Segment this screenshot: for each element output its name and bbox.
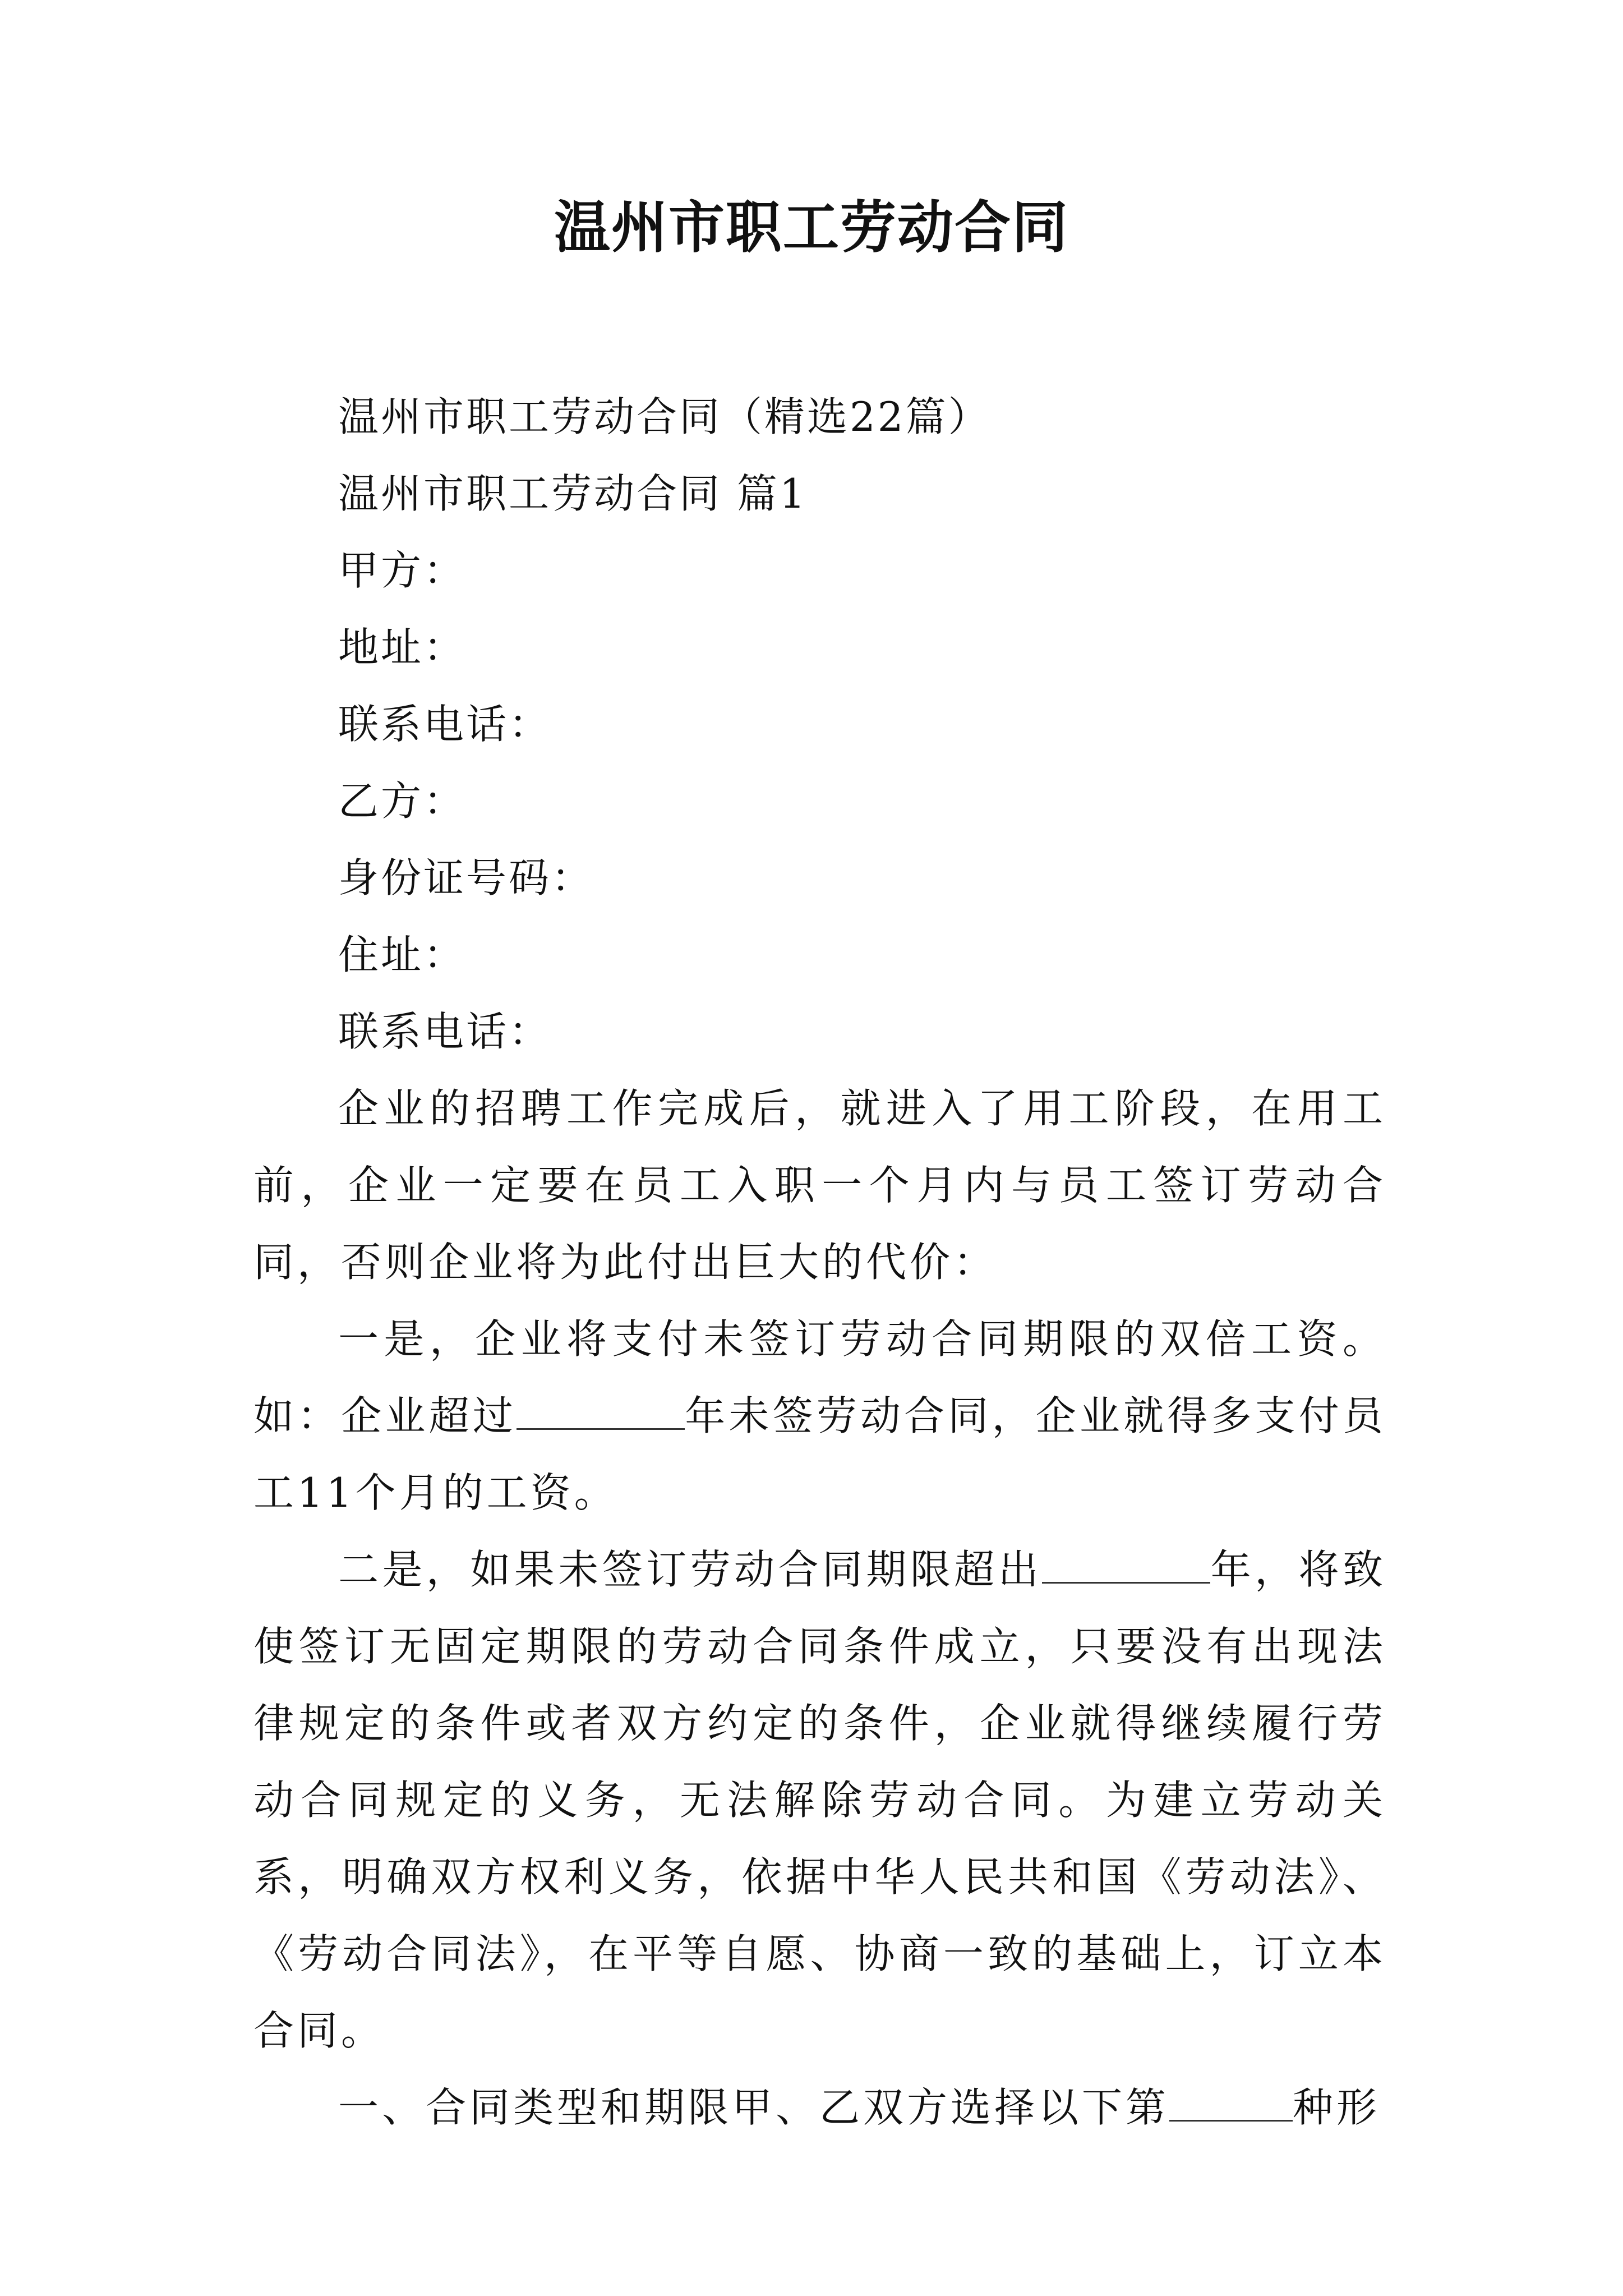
party-b-address-label: 住址： [338,931,467,978]
blank-line-years-2 [1042,1548,1210,1584]
party-a-address-label: 地址： [338,624,467,671]
party-b-id-label: 身份证号码： [338,854,594,901]
section-heading: 温州市职工劳动合同 篇1 [338,470,808,517]
party-a-phone-label: 联系电话： [338,701,552,748]
paragraph-two-text-a: 二是，如果未签订劳动合同期限超出 [338,1546,1043,1593]
party-b-label: 乙方： [338,777,467,825]
party-a-label: 甲方： [338,547,467,594]
paragraph-contract-type-text-b: 种形 [1293,2084,1381,2131]
paragraph-two [253,1531,1386,2069]
blank-line-option [1169,2086,1293,2122]
document-body [253,379,1386,2146]
paragraph-one-text-a: 一是，企业将支付未签订劳动合同期限的双倍工资。如：企业超过 [253,1315,1386,1439]
blank-line-years-1 [517,1395,685,1430]
paragraph-two-text-b: 年，将致使签订无固定期限的劳动合同条件成立，只要没有出现法律规定的条件或者双方约定的条件，企业就得继续履行劳动合同规定的义务，无法解除劳动合同。为建立劳动关系，明确双方权利义务，依据中华人民共和国《劳动法》、《劳动合同法》，在平等自愿、协商一致的基础上，订立本合同。 [253,1546,1386,2054]
paragraph-contract-type-text-a: 一、合同类型和期限甲、乙双方选择以下第 [338,2084,1170,2131]
party-b-phone-label: 联系电话： [338,1008,552,1055]
paragraph-contract-type [253,2069,1386,2146]
paragraph-intro: 企业的招聘工作完成后，就进入了用工阶段，在用工前，企业一定要在员工入职一个月内与员工签订劳动合同，否则企业将为此付出巨大的代价： [253,1085,1386,1286]
paragraph-one-text-b: 年未签劳动合同，企业就得多支付员工11个月的工资。 [253,1392,1386,1516]
document-subtitle: 温州市职工劳动合同（精选22篇） [338,393,991,440]
paragraph-one [253,1301,1386,1531]
document-title: 温州市职工劳动合同 [554,194,1069,260]
